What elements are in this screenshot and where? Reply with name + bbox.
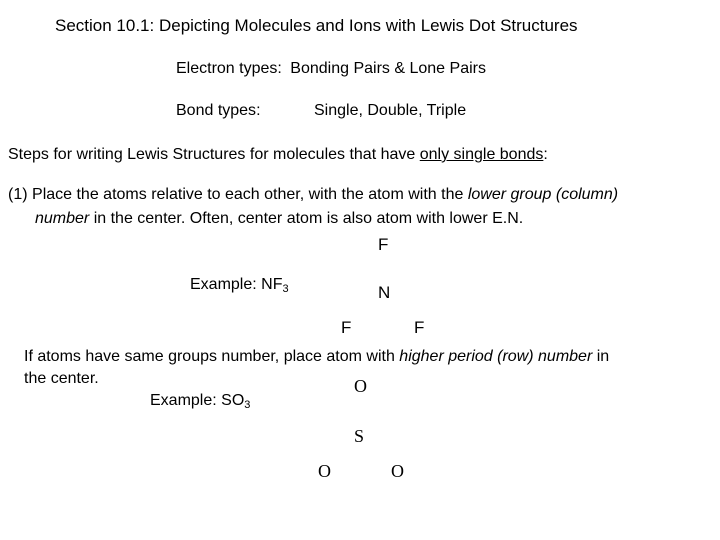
step1-line2 xyxy=(35,210,523,228)
steps-heading-suffix: : xyxy=(543,146,548,163)
example2-atom-center: S xyxy=(354,426,365,446)
electron-types-label: Electron types xyxy=(176,60,278,77)
page-title: Section 10.1: Depicting Molecules and Ions with Lewis Dot Structures xyxy=(55,16,578,35)
step1-number: (1) xyxy=(8,186,28,203)
example1-atom-left: F xyxy=(341,318,352,337)
example1-subscript: 3 xyxy=(282,283,289,295)
example2-label xyxy=(150,392,250,412)
example2-atom-right: O xyxy=(391,461,404,481)
example1-atom-top: F xyxy=(378,235,389,254)
step1-text-1: Place the atoms relative to each other, with the atom with the xyxy=(32,186,468,203)
electron-types-value: Bonding Pairs & Lone Pairs xyxy=(290,60,486,77)
rule2-line1 xyxy=(24,348,609,366)
bond-types-line xyxy=(176,102,261,120)
example1-formula: Example: NF xyxy=(190,276,283,293)
rule2-italic: higher period (row) number xyxy=(399,348,593,365)
step1-italic-1: lower group (column) xyxy=(467,186,619,203)
electron-types-sep: : xyxy=(277,60,282,77)
example1-atom-center: N xyxy=(378,283,391,302)
rule2-text-1: If atoms have same groups number, place atom with xyxy=(24,348,400,365)
example1-label xyxy=(190,276,289,296)
steps-heading xyxy=(8,146,548,164)
step1-line1 xyxy=(8,186,618,204)
bond-types-value: Single, Double, Triple xyxy=(314,102,467,119)
bond-types-sep: : xyxy=(256,102,261,119)
example2-subscript: 3 xyxy=(244,399,251,411)
step1-italic-2: number xyxy=(35,210,90,227)
step1-text-2: in the center. Often, center atom is also atom with lower E.N. xyxy=(89,210,524,227)
steps-heading-emphasis: only single bonds xyxy=(419,146,544,163)
example1-atom-right: F xyxy=(414,318,425,337)
rule2-line2: the center. xyxy=(24,370,99,387)
rule2-text-2: in xyxy=(592,348,610,365)
example2-formula: Example: SO xyxy=(150,392,245,409)
example2-atom-top: O xyxy=(354,376,367,396)
steps-heading-prefix: Steps for writing Lewis Structures for molecules that have xyxy=(8,146,420,163)
bond-types-label: Bond types xyxy=(176,102,257,119)
electron-types-line xyxy=(176,60,486,78)
example2-atom-left: O xyxy=(318,461,331,481)
